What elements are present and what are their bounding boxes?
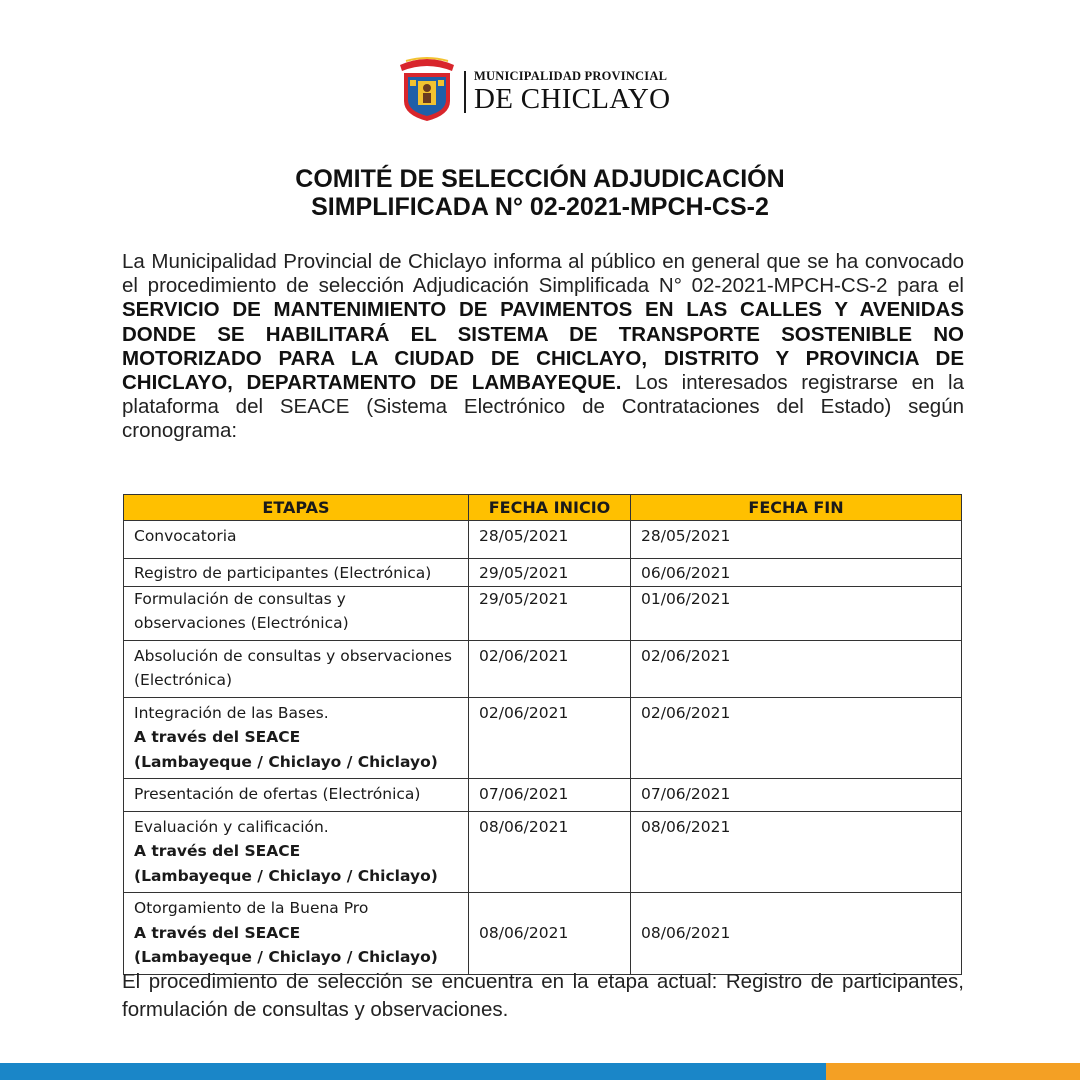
stage-cell: Absolución de consultas y observaciones (Electrónica) bbox=[124, 640, 469, 697]
stage-note: (Lambayeque / Chiclayo / Chiclayo) bbox=[134, 948, 438, 966]
start-date-cell: 29/05/2021 bbox=[469, 586, 631, 640]
end-date-cell: 06/06/2021 bbox=[631, 559, 962, 587]
stage-cell bbox=[124, 893, 469, 975]
start-date-cell: 28/05/2021 bbox=[469, 521, 631, 559]
footer-bar-orange bbox=[826, 1063, 1080, 1080]
stage-cell bbox=[124, 697, 469, 779]
table-row bbox=[124, 586, 962, 640]
end-date-cell: 08/06/2021 bbox=[631, 811, 962, 893]
stage-cell bbox=[124, 811, 469, 893]
table-row bbox=[124, 521, 962, 559]
stage-note: A través del SEACE bbox=[134, 728, 301, 746]
header-start: FECHA INICIO bbox=[469, 495, 631, 521]
title-line-2: SIMPLIFICADA N° 02-2021-MPCH-CS-2 bbox=[311, 193, 769, 221]
footer-bar-blue bbox=[0, 1063, 826, 1080]
stage-label: Otorgamiento de la Buena Pro bbox=[134, 899, 369, 917]
schedule-table bbox=[123, 494, 962, 975]
stage-note: (Lambayeque / Chiclayo / Chiclayo) bbox=[134, 752, 438, 771]
stage-cell: Convocatoria bbox=[124, 521, 469, 559]
stage-note: A través del SEACE bbox=[134, 923, 301, 942]
intro-service: SERVICIO DE MANTENIMIENTO DE PAVIMENTOS EN LAS CALLES Y AVENIDAS DONDE SE HABILITARÁ EL SISTEMA DE TRANSPORTE SOSTENIBLE NO MOTORIZADO PARA LA CIUDAD DE CHICLAYO, DISTRITO Y PROVINCIA DE CHICLAYO, DEPARTAMENTO DE LAMBAYEQUE. bbox=[122, 298, 964, 395]
logo-text bbox=[474, 65, 670, 114]
end-date-cell: 07/06/2021 bbox=[631, 779, 962, 812]
stage-label: Integración de las Bases. bbox=[134, 703, 329, 722]
start-date-cell: 02/06/2021 bbox=[469, 640, 631, 697]
end-date-cell: 28/05/2021 bbox=[631, 521, 962, 559]
intro-paragraph bbox=[122, 250, 964, 444]
end-date-cell: 02/06/2021 bbox=[631, 640, 962, 697]
stage-label: Evaluación y calificación. bbox=[134, 817, 329, 836]
coat-of-arms-icon bbox=[396, 55, 458, 123]
end-date-cell: 01/06/2021 bbox=[631, 586, 962, 640]
outro-paragraph: El procedimiento de selección se encuentra en la etapa actual: Registro de participantes, formulación de consultas y observaciones. bbox=[122, 970, 964, 1021]
stage-cell: Presentación de ofertas (Electrónica) bbox=[124, 779, 469, 812]
stage-cell: Registro de participantes (Electrónica) bbox=[124, 559, 469, 587]
logo-line-2: DE CHICLAYO bbox=[474, 82, 671, 115]
start-date-cell: 08/06/2021 bbox=[469, 893, 631, 975]
stage-note: (Lambayeque / Chiclayo / Chiclayo) bbox=[134, 866, 438, 885]
page-title bbox=[0, 165, 1080, 221]
table-row bbox=[124, 811, 962, 893]
table-header-row bbox=[124, 495, 962, 521]
header-end: FECHA FIN bbox=[631, 495, 962, 521]
end-date-cell: 02/06/2021 bbox=[631, 697, 962, 779]
logo-line-1: MUNICIPALIDAD PROVINCIAL bbox=[474, 68, 668, 83]
start-date-cell: 29/05/2021 bbox=[469, 559, 631, 587]
table-row bbox=[124, 640, 962, 697]
stage-note: A través del SEACE bbox=[134, 842, 301, 860]
table-row bbox=[124, 697, 962, 779]
start-date-cell: 08/06/2021 bbox=[469, 811, 631, 893]
intro-tail: Los interesados registrarse en la plataforma del SEACE (Sistema Electrónico de Contrataciones del Estado) según cronograma: bbox=[122, 371, 964, 443]
table-row bbox=[124, 893, 962, 975]
start-date-cell: 07/06/2021 bbox=[469, 779, 631, 812]
table-row bbox=[124, 559, 962, 587]
start-date-cell: 02/06/2021 bbox=[469, 697, 631, 779]
table-row bbox=[124, 779, 962, 812]
stage-cell: Formulación de consultas y observaciones (Electrónica) bbox=[124, 586, 469, 640]
title-line-1: COMITÉ DE SELECCIÓN ADJUDICACIÓN bbox=[295, 165, 785, 193]
end-date-cell: 08/06/2021 bbox=[631, 893, 962, 975]
municipality-logo bbox=[396, 55, 670, 123]
intro-lead: La Municipalidad Provincial de Chiclayo informa al público en general que se ha convocado el procedimiento de selección Adjudicación Simplificada N° 02-2021-MPCH-CS-2 para el bbox=[122, 250, 964, 298]
header-stage: ETAPAS bbox=[124, 495, 469, 521]
logo-divider bbox=[464, 71, 466, 113]
